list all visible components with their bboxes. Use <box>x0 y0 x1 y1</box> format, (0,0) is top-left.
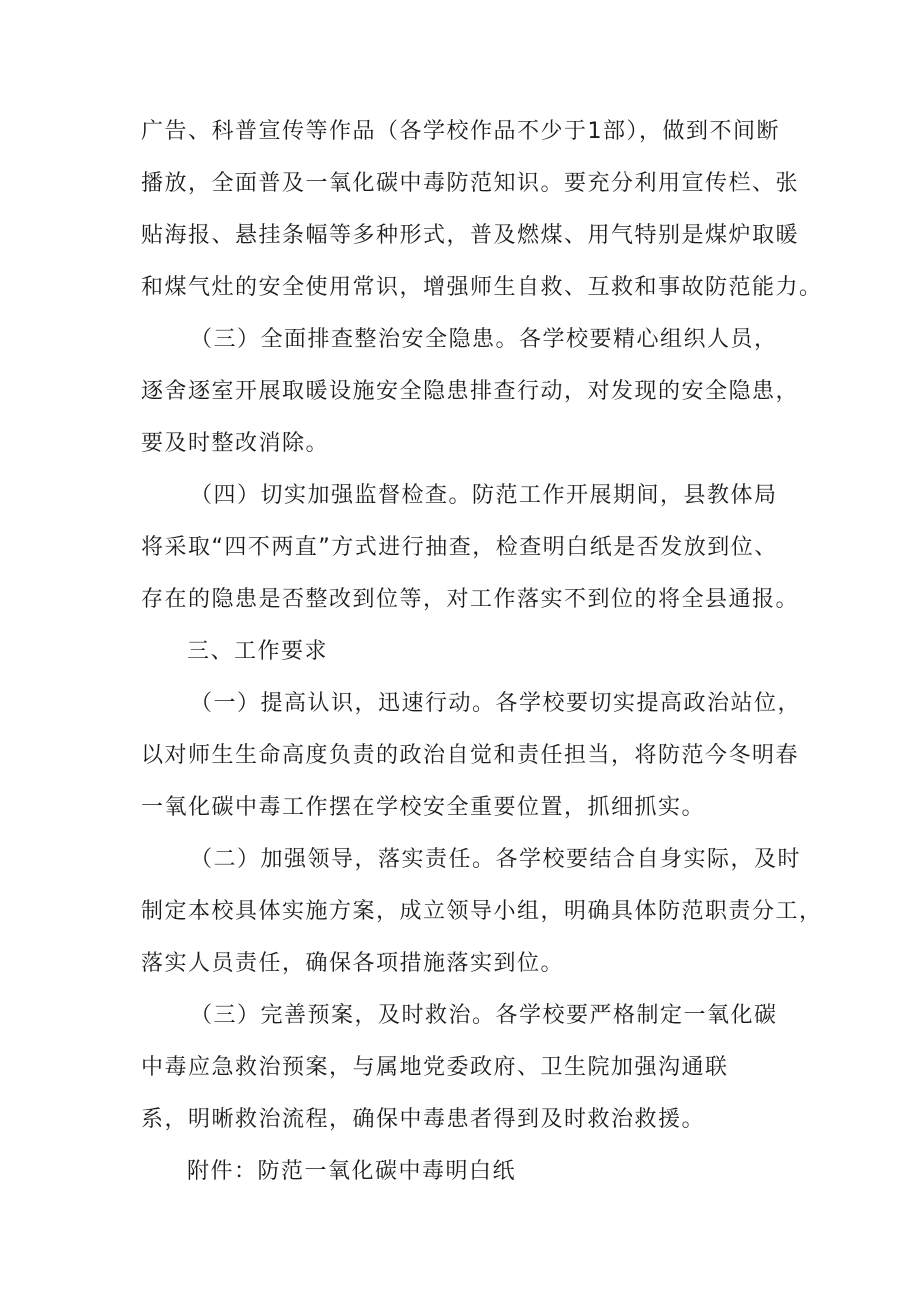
paragraph-line: 一氧化碳中毒工作摆在学校安全重要位置，抓细抓实。 <box>141 795 706 820</box>
paragraph-line: 以对师生生命高度负责的政治自觉和责任担当，将防范今冬明春 <box>141 743 800 768</box>
paragraph-line: （一）提高认识，迅速行动。各学校要切实提高政治站位， <box>190 691 802 716</box>
section-heading: 三、工作要求 <box>187 639 329 664</box>
paragraph-line: 系，明晰救治流程，确保中毒患者得到及时救治救援。 <box>141 1107 706 1132</box>
paragraph-line: 贴海报、悬挂条幅等多种形式，普及燃煤、用气特别是煤炉取暖 <box>141 223 800 248</box>
paragraph-line: 中毒应急救治预案，与属地党委政府、卫生院加强沟通联 <box>141 1055 729 1080</box>
paragraph-line: 要及时整改消除。 <box>141 431 330 456</box>
paragraph-line: 将采取“四不两直”方式进行抽查，检查明白纸是否发放到位、 <box>141 535 778 560</box>
paragraph-line: 广告、科普宣传等作品（各学校作品不少于1部），做到不间断 <box>141 119 780 144</box>
paragraph-line: 和煤气灶的安全使用常识，增强师生自救、互救和事故防范能力。 <box>141 275 823 300</box>
paragraph-line: （二）加强领导，落实责任。各学校要结合自身实际，及时 <box>190 847 802 872</box>
paragraph-line: 落实人员责任，确保各项措施落实到位。 <box>141 951 565 976</box>
paragraph-line: 存在的隐患是否整改到位等，对工作落实不到位的将全县通报。 <box>141 587 800 612</box>
paragraph-line: 播放，全面普及一氧化碳中毒防范知识。要充分利用宣传栏、张 <box>141 171 800 196</box>
paragraph-line: （四）切实加强监督检查。防范工作开展期间，县教体局 <box>190 483 778 508</box>
paragraph-line: 逐舍逐室开展取暖设施安全隐患排查行动，对发现的安全隐患， <box>141 379 800 404</box>
paragraph-line: 制定本校具体实施方案，成立领导小组，明确具体防范职责分工， <box>141 899 823 924</box>
paragraph-line: （三）全面排查整治安全隐患。各学校要精心组织人员， <box>190 327 778 352</box>
paragraph-line: （三）完善预案，及时救治。各学校要严格制定一氧化碳 <box>190 1003 778 1028</box>
attachment-line: 附件：防范一氧化碳中毒明白纸 <box>187 1159 517 1184</box>
